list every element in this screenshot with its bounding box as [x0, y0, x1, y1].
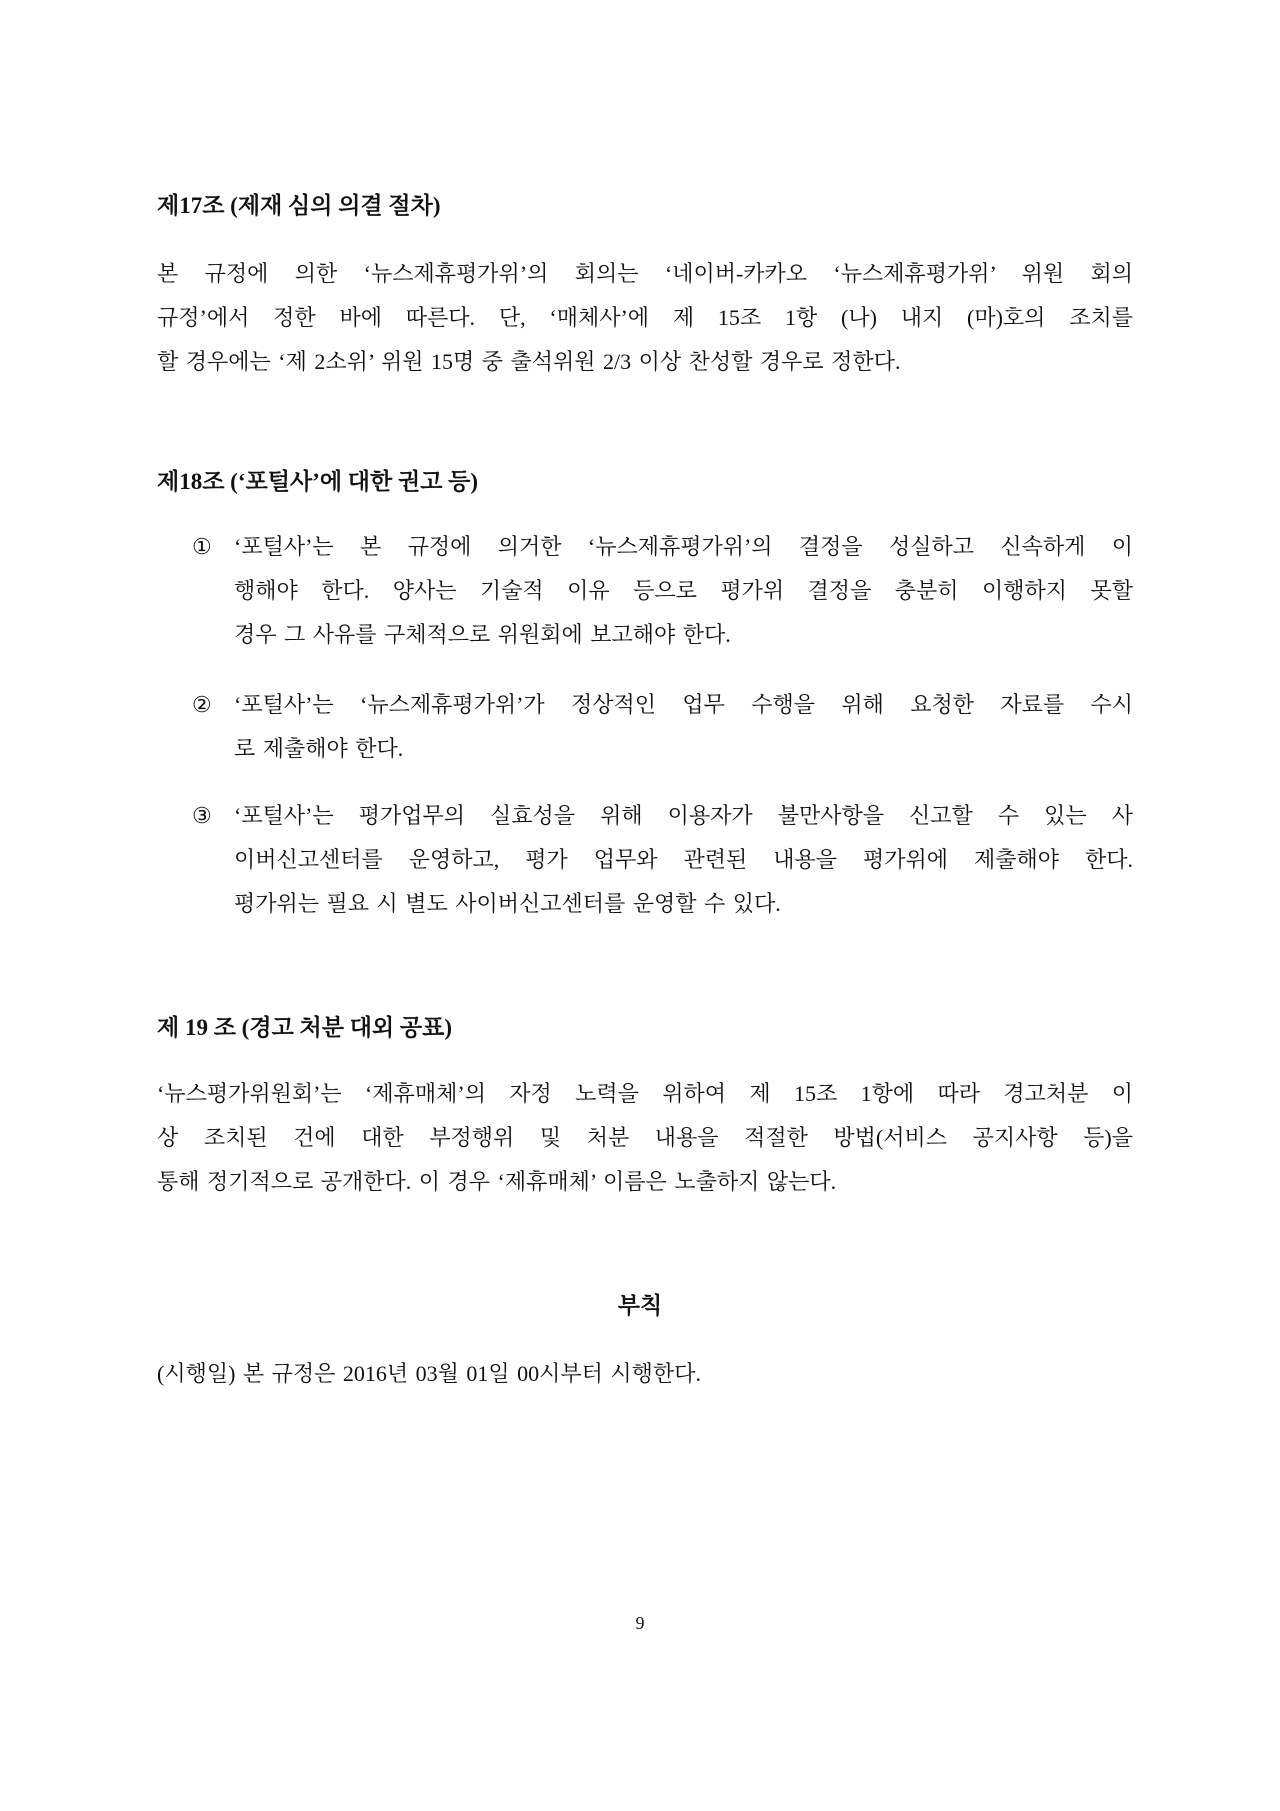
- article-19-heading: 제 19 조 (경고 처분 대외 공표): [157, 1015, 452, 1040]
- text-line: ‘포털사’는 본 규정에 의거한 ‘뉴스제휴평가위’의 결정을 성실하고 신속하게 이: [234, 534, 1133, 559]
- text-line: ‘뉴스평가위원회’는 ‘제휴매체’의 자정 노력을 위하여 제 15조 1항에 따라 경고처분 이: [157, 1081, 1133, 1106]
- article-17-heading: 제17조 (제재 심의 의결 절차): [157, 193, 441, 218]
- article-17-body: [157, 252, 1133, 384]
- item-marker: ①: [192, 534, 212, 559]
- text-line: 할 경우에는 ‘제 2소위’ 위원 15명 중 출석위원 2/3 이상 찬성할 경우로 정한다.: [157, 349, 901, 374]
- item-marker: ②: [192, 692, 212, 717]
- addendum-heading: 부칙: [617, 1293, 663, 1318]
- text-line: 본 규정에 의한 ‘뉴스제휴평가위’의 회의는 ‘네이버-카카오 ‘뉴스제휴평가위’ 위원 회의: [157, 261, 1133, 286]
- text-line: 규정’에서 정한 바에 따른다. 단, ‘매체사’에 제 15조 1항 (나) 내지 (마)호의 조치를: [157, 305, 1133, 330]
- text-line: 통해 정기적으로 공개한다. 이 경우 ‘제휴매체’ 이름은 노출하지 않는다.: [157, 1169, 837, 1194]
- article-19-body: [157, 1072, 1133, 1204]
- article-18-heading: 제18조 (‘포털사’에 대한 권고 등): [157, 469, 479, 494]
- page-number: 9: [635, 1613, 645, 1633]
- text-line: 이버신고센터를 운영하고, 평가 업무와 관련된 내용을 평가위에 제출해야 한다.: [234, 847, 1133, 872]
- text-line: 행해야 한다. 양사는 기술적 이유 등으로 평가위 결정을 충분히 이행하지 못할: [234, 578, 1133, 603]
- text-line: ‘포털사’는 ‘뉴스제휴평가위’가 정상적인 업무 수행을 위해 요청한 자료를 수시: [234, 692, 1133, 717]
- item-marker: ③: [192, 803, 212, 828]
- text-line: (시행일) 본 규정은 2016년 03월 01일 00시부터 시행한다.: [157, 1361, 701, 1386]
- text-line: 로 제출해야 한다.: [234, 736, 404, 761]
- text-line: 상 조치된 건에 대한 부정행위 및 처분 내용을 적절한 방법(서비스 공지사항 등)을: [157, 1125, 1134, 1150]
- addendum-body: [157, 1352, 1133, 1396]
- text-line: 평가위는 필요 시 별도 사이버신고센터를 운영할 수 있다.: [234, 891, 781, 916]
- text-line: 경우 그 사유를 구체적으로 위원회에 보고해야 한다.: [234, 622, 731, 647]
- text-line: ‘포털사’는 평가업무의 실효성을 위해 이용자가 불만사항을 신고할 수 있는 사: [234, 803, 1133, 828]
